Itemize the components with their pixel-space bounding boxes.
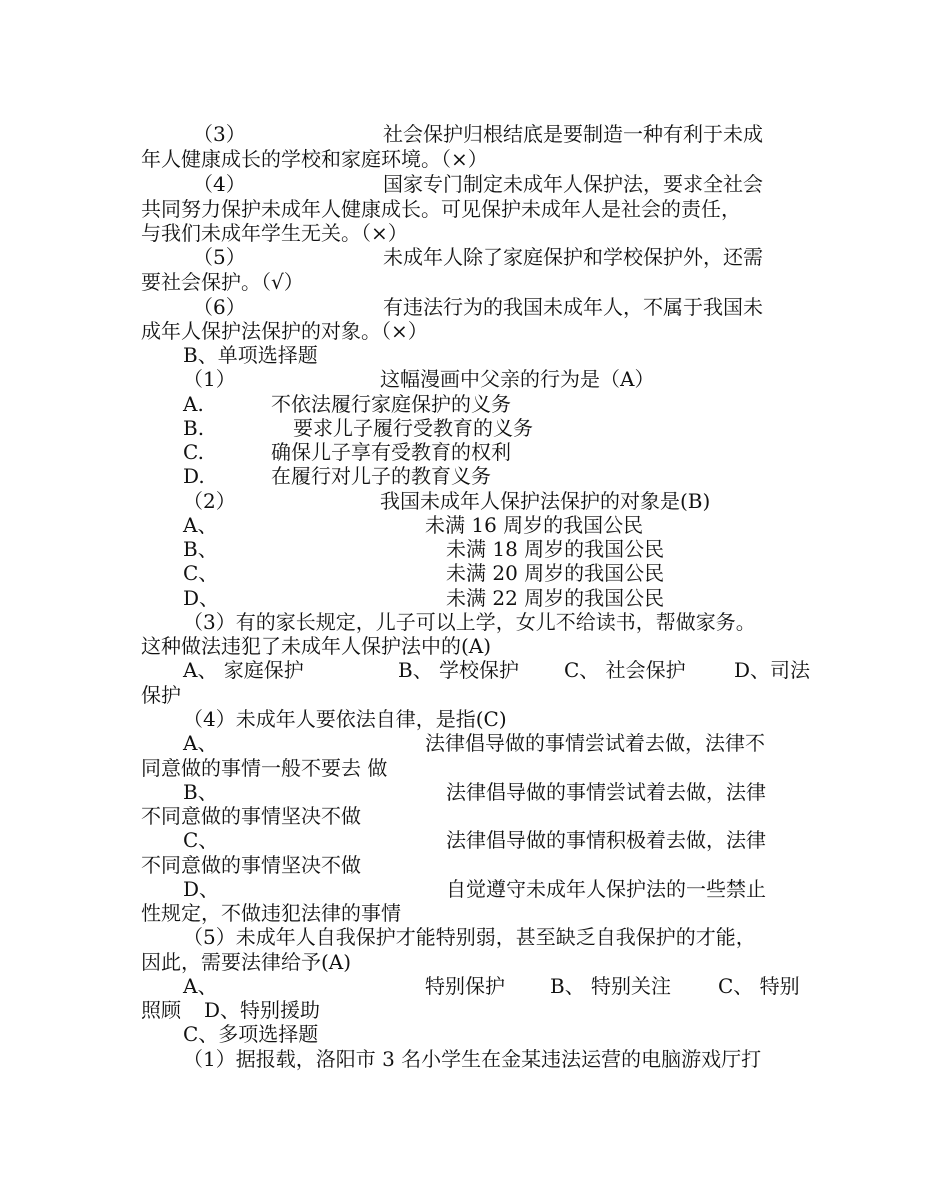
- item-text: 未成年人除了家庭保护和学校保护外，还需: [383, 245, 763, 269]
- option-text: 未满 22 周岁的我国公民: [446, 586, 665, 610]
- option-text: 不同意做的事情坚决不做: [141, 804, 361, 828]
- option-text: 性规定，不做违犯法律的事情: [141, 901, 401, 925]
- item-number: （3）: [193, 122, 246, 146]
- item-text: 国家专门制定未成年人保护法，要求全社会: [383, 172, 763, 196]
- question-text: （3）有的家长规定，儿子可以上学，女儿不给读书，帮做家务。: [183, 610, 756, 634]
- question-text: （1）据报载，洛阳市 3 名小学生在金某违法运营的电脑游戏厅打: [183, 1047, 762, 1071]
- item-text: 与我们未成年学生无关。（×）: [141, 221, 408, 245]
- option-letter: D、: [183, 586, 220, 610]
- option-letter: A、: [183, 513, 218, 537]
- option-text: 保护: [141, 683, 181, 707]
- question-text: 这幅漫画中父亲的行为是（A）: [380, 367, 655, 391]
- item-number: （5）: [193, 245, 246, 269]
- item-text: 有违法行为的我国未成年人，不属于我国未: [383, 295, 763, 319]
- option-b: B、 特别关注: [550, 974, 672, 998]
- option-letter: C、: [183, 828, 219, 852]
- question-number: （2）: [183, 489, 236, 513]
- item-number: （4）: [193, 172, 246, 196]
- option-letter: D.: [183, 464, 205, 488]
- question-text: （5）未成年人自我保护才能特别弱，甚至缺乏自我保护的才能，: [183, 925, 756, 949]
- item-text: 共同努力保护未成年人健康成长。可见保护未成年人是社会的责任，: [141, 197, 741, 221]
- option-b: B、 学校保护: [398, 658, 520, 682]
- option-d: D、司法: [734, 658, 811, 682]
- option-c: C、 社会保护: [564, 658, 686, 682]
- option-text: 在履行对儿子的教育义务: [271, 464, 491, 488]
- option-letter: B.: [183, 416, 205, 440]
- option-text: 未满 16 周岁的我国公民: [425, 513, 644, 537]
- question-text: 因此，需要法律给予(A): [141, 950, 352, 974]
- section-c-title: C、多项选择题: [183, 1022, 319, 1046]
- option-letter: A、: [183, 731, 218, 755]
- question-number: （1）: [183, 367, 236, 391]
- item-text: 成年人保护法保护的对象。（×）: [141, 319, 428, 343]
- option-text: 法律倡导做的事情尝试着去做，法律不: [425, 731, 765, 755]
- option-c: C、 特别: [718, 974, 800, 998]
- option-letter: B、: [183, 780, 218, 804]
- option-letter: A、: [183, 974, 218, 998]
- option-text: 法律倡导做的事情尝试着去做，法律: [446, 780, 766, 804]
- option-text: 法律倡导做的事情积极着去做，法律: [446, 828, 766, 852]
- question-text: （4）未成年人要依法自律，是指(C): [183, 707, 507, 731]
- item-text: 社会保护归根结底是要制造一种有利于未成: [383, 122, 763, 146]
- option-letter: B、: [183, 537, 218, 561]
- option-a: A、 家庭保护: [183, 658, 304, 682]
- option-text: 未满 20 周岁的我国公民: [446, 561, 665, 585]
- option-text: 不同意做的事情坚决不做: [141, 853, 361, 877]
- option-letter: D、: [183, 877, 220, 901]
- option-text: 自觉遵守未成年人保护法的一些禁止: [446, 877, 766, 901]
- option-text: 照顾: [141, 998, 181, 1022]
- option-letter: A.: [183, 392, 204, 416]
- option-text: 要求儿子履行受教育的义务: [293, 416, 533, 440]
- option-text: 同意做的事情一般不要去 做: [141, 756, 388, 780]
- item-text: 年人健康成长的学校和家庭环境。（×）: [141, 147, 488, 171]
- option-text: 未满 18 周岁的我国公民: [446, 537, 665, 561]
- option-text: 不依法履行家庭保护的义务: [271, 392, 511, 416]
- option-letter: C、: [183, 561, 219, 585]
- question-text: 这种做法违犯了未成年人保护法中的(A): [141, 634, 492, 658]
- question-text: 我国未成年人保护法保护的对象是(B): [380, 489, 711, 513]
- option-text: 确保儿子享有受教育的权利: [271, 440, 511, 464]
- option-a: 特别保护: [425, 974, 505, 998]
- option-letter: C.: [183, 440, 204, 464]
- item-text: 要社会保护。（√）: [141, 270, 304, 294]
- section-b-title: B、单项选择题: [183, 343, 318, 367]
- item-number: （6）: [193, 295, 246, 319]
- option-d: D、特别援助: [204, 998, 321, 1022]
